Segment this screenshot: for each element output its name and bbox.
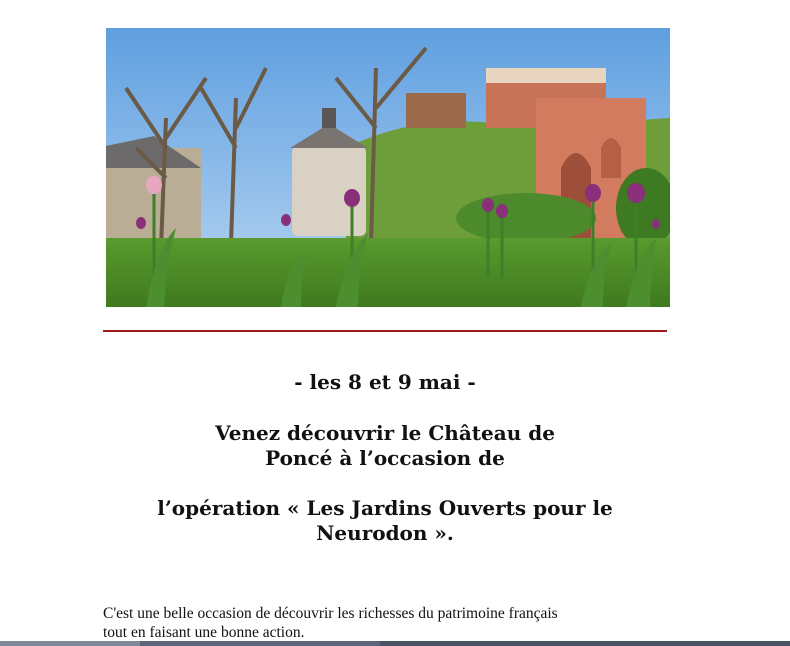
body-line-1: C'est une belle occasion de découvrir les richesses du patrimoine français [103,605,558,622]
operation-line-2: Neurodon ». [316,521,454,545]
operation-heading [100,496,670,546]
bottom-bar-segment [380,641,790,646]
invite-line-2: Poncé à l’occasion de [265,446,505,470]
body-paragraph [103,604,703,642]
house-roof [406,93,466,128]
photo-illustration [106,28,670,307]
window-bottom-bar [0,641,790,646]
event-dates: - les 8 et 9 mai - [294,370,476,394]
bottom-bar-segment [0,641,140,646]
operation-line-1: l’opération « Les Jardins Ouverts pour le [157,496,613,520]
invite-line-1: Venez découvrir le Château de [215,421,555,445]
body-line-2: tout en faisant une bonne action. [103,624,305,641]
invite-heading [100,421,670,471]
chateau-garden-photo [106,28,670,307]
section-divider [103,330,667,332]
